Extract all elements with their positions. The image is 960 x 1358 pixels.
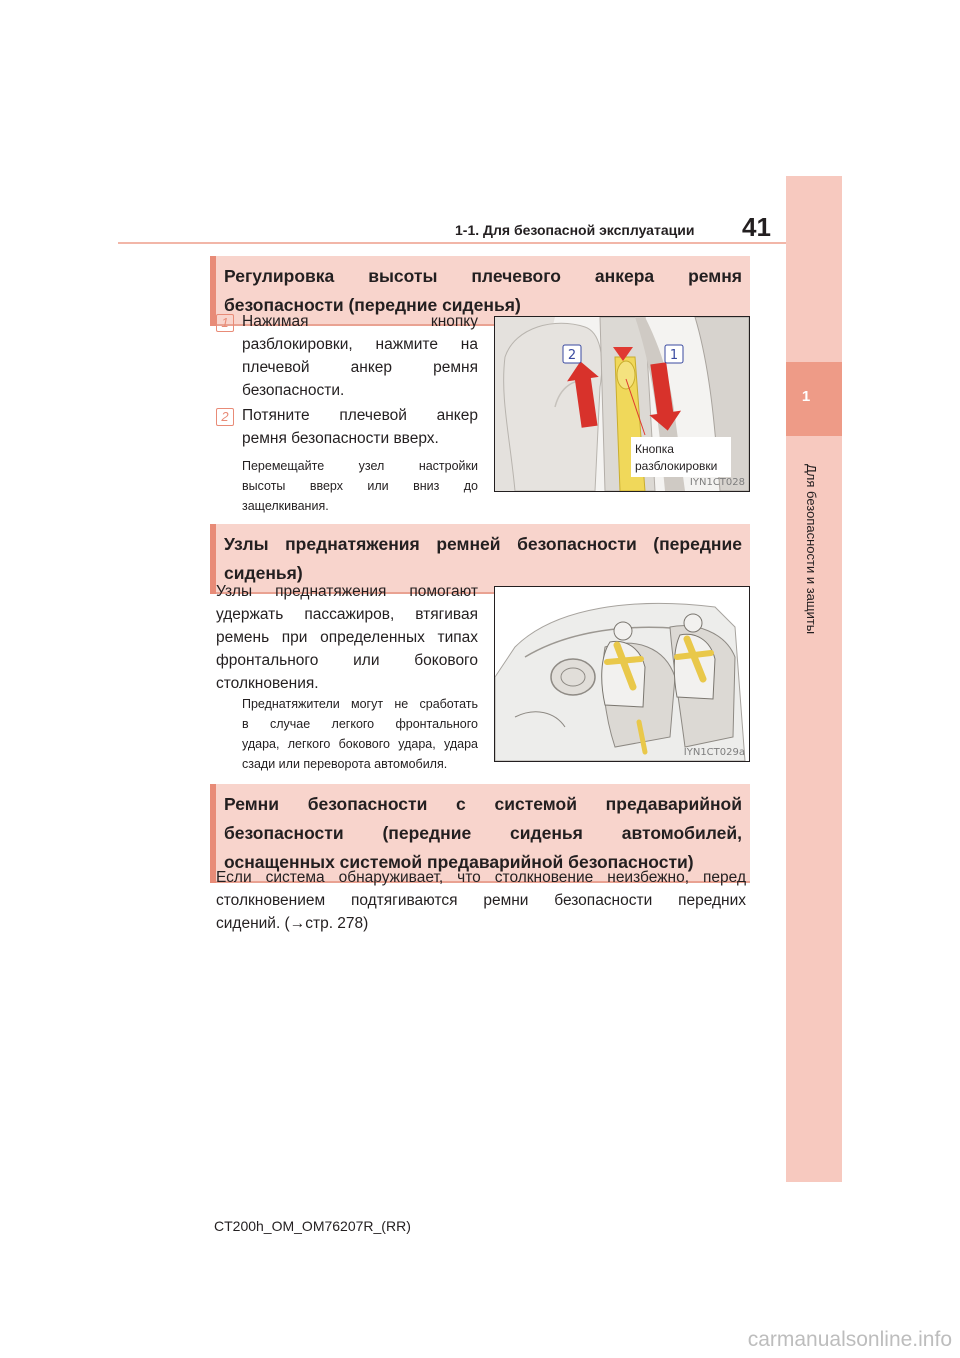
text-line: Преднатяжители могут не сработать (242, 697, 478, 711)
document-code: CT200h_OM_OM76207R_(RR) (214, 1218, 411, 1234)
seat-belt-illustration (495, 317, 749, 491)
step-text (242, 310, 478, 402)
text-line: фронтального или бокового (216, 652, 478, 669)
text-line: Узлы преднатяжения помогают (216, 583, 478, 600)
figure-code: IYN1CT028 (689, 477, 745, 488)
figure-pretensioners (494, 586, 750, 762)
text-line: ремень при определенных типах (216, 629, 478, 646)
page-reference-link[interactable]: сидений. (→стр. 278) (216, 915, 369, 932)
text-line: защелкивания. (242, 499, 329, 513)
page-number: 41 (742, 212, 771, 242)
text-line: столкновения. (216, 675, 319, 692)
text-line: ремня безопасности вверх. (242, 430, 439, 447)
heading-line: безопасности (передние сиденья автомобилей, (224, 823, 742, 843)
figure-label-line: разблокировки (635, 459, 718, 473)
heading-line: оснащенных системой предаварийной безопасности) (224, 852, 694, 872)
text-line: разблокировки, нажмите на (242, 336, 478, 353)
text-line: удержать пассажиров, втягивая (216, 606, 478, 623)
text-line: Нажимая кнопку (242, 313, 478, 330)
step-text (242, 404, 478, 450)
section-text (216, 580, 478, 695)
step-marker: 2 (216, 408, 234, 426)
text-line: высоты вверх или вниз до (242, 479, 478, 493)
text-line: удара, легкого бокового удара, удара (242, 737, 478, 751)
note-text (242, 694, 478, 774)
text-line: столкновением подтягиваются ремни безопасности передних (216, 892, 746, 909)
section-text (216, 866, 746, 935)
text-line: сзади или переворота автомобиля. (242, 757, 448, 771)
running-header: 1-1. Для безопасной эксплуатации (455, 222, 695, 238)
note-text (242, 456, 478, 516)
callout-1: 1 (669, 348, 679, 363)
heading-line: Узлы преднатяжения ремней безопасности (передние (224, 534, 742, 554)
figure-shoulder-anchor (494, 316, 750, 492)
heading-line: безопасности (передние сиденья) (224, 295, 521, 315)
car-interior-illustration (495, 587, 749, 761)
chapter-side-tab (786, 176, 842, 1182)
text-line: в случае легкого фронтального (242, 717, 478, 731)
chapter-number: 1 (801, 388, 811, 405)
figure-code: IYN1CT029a (683, 747, 745, 758)
heading-line: Ремни безопасности с системой предаварийной (224, 794, 742, 814)
header-rule (118, 242, 786, 244)
heading-line: сиденья) (224, 563, 303, 583)
watermark: carmanualsonline.info (747, 1328, 952, 1351)
text-line: плечевой анкер ремня (242, 359, 478, 376)
figure-label-line: Кнопка (635, 442, 674, 456)
text-line: Потяните плечевой анкер (242, 407, 478, 424)
text-line: Перемещайте узел настройки (242, 459, 478, 473)
callout-2: 2 (567, 348, 577, 363)
chapter-title: Для безопасности и защиты (804, 464, 819, 635)
text-line: Если система обнаруживает, что столкновение неизбежно, перед (216, 869, 746, 886)
heading-line: Регулировка высоты плечевого анкера ремня (224, 266, 742, 286)
text-line: безопасности. (242, 382, 345, 399)
step-marker: 1 (216, 314, 234, 332)
